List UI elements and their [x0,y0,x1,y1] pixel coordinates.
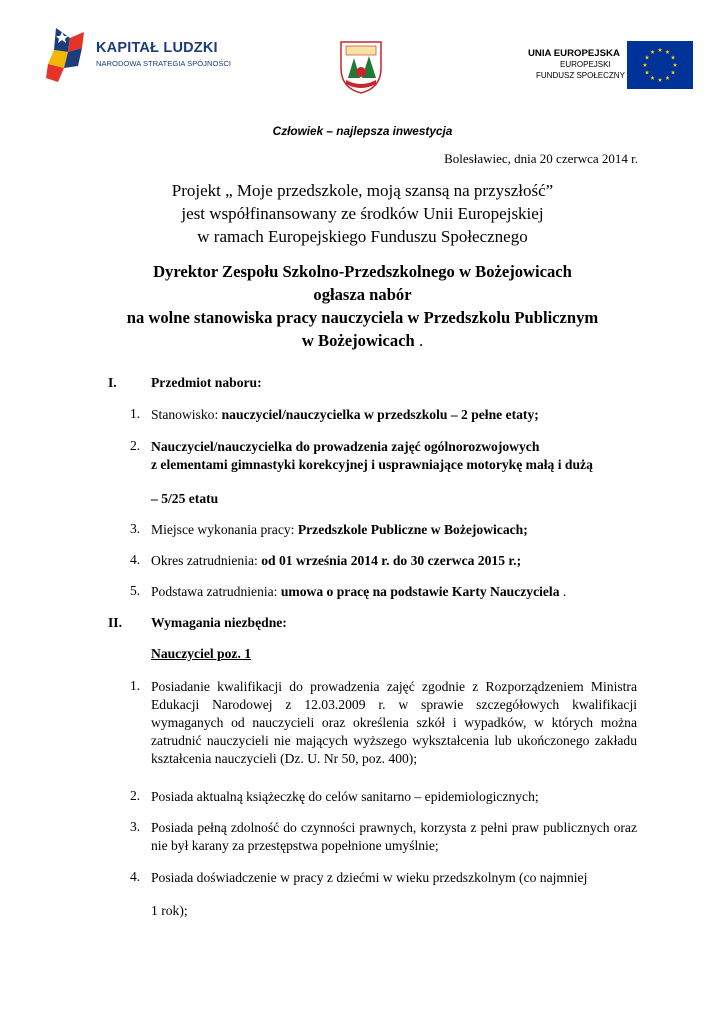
s1-item3: Miejsce wykonania pracy: Przedszkole Publiczne w Bożejowicach; [151,522,528,537]
heading-line-4: w Bożejowicach . [301,331,424,350]
section2-title: Wymagania niezbędne: [151,615,287,630]
s1-item2-line2: z elementami gimnastyki korekcyjnej i usprawniające motorykę małą i dużą [151,457,593,472]
s1-item2-line3: – 5/25 etatu [151,491,219,506]
s1-item1-number: 1. [130,406,141,421]
motto: Człowiek – najlepsza inwestycja [272,124,453,138]
s1-item1: Stanowisko: nauczyciel/nauczycielka w przedszkolu – 2 pełne etaty; [151,407,539,422]
kapital-ludzki-title: KAPITAŁ LUDZKI [96,40,218,56]
section2-subtitle: Nauczyciel poz. 1 [151,646,252,661]
s1-item3-number: 3. [130,521,141,536]
s1-item5: Podstawa zatrudnienia: umowa o pracę na podstawie Karty Nauczyciela . [151,584,567,599]
heading-line-2: ogłasza nabór [313,285,412,304]
s2-item1-number: 1. [130,678,141,693]
date-line: Bolesławiec, dnia 20 czerwca 2014 r. [444,151,638,166]
heading-line-1: Dyrektor Zespołu Szkolno-Przedszkolnego w Bożejowicach [153,262,572,281]
s2-item2: Posiada aktualną książeczkę do celów sanitarno – epidemiologicznych; [151,789,539,804]
s2-item3-number: 3. [130,819,141,834]
s2-item4-number: 4. [130,869,141,884]
s1-item4: Okres zatrudnienia: od 01 września 2014 r. do 30 czerwca 2015 r.; [151,553,522,568]
kapital-ludzki-emblem [46,28,84,82]
eu-flag [627,41,693,89]
s1-item5-number: 5. [130,583,141,598]
s1-item2-line1: Nauczyciel/nauczycielka do prowadzenia zajęć ogólnorozwojowych [151,439,540,454]
s1-item4-number: 4. [130,552,141,567]
heading-line-3: na wolne stanowiska pracy nauczyciela w Przedszkolu Publicznym [126,308,599,327]
eu-label-line3: FUNDUSZ SPOŁECZNY [536,71,625,80]
s2-item2-number: 2. [130,788,141,803]
s2-item4-line1: Posiada doświadczenie w pracy z dziećmi w wieku przedszkolnym (co najmniej [151,870,588,885]
s2-item4-line2: 1 rok); [151,903,188,918]
s2-item3: Posiada pełną zdolność do czynności prawnych, korzysta z pełni praw publicznych oraz nie był karany za przestępstwa popełnione umyślnie; [151,820,637,853]
eu-label-line1: UNIA EUROPEJSKA [528,48,620,59]
section1-title: Przedmiot naboru: [151,375,262,390]
project-line-1: Projekt „ Moje przedszkole, moją szansą na przyszłość” [171,181,554,200]
eu-label-line2: EUROPEJSKI [560,60,611,69]
s1-item2-number: 2. [130,438,141,453]
s2-item1: Posiadanie kwalifikacji do prowadzenia zajęć zgodnie z Rozporządzeniem Ministra Edukacji Narodowej z 12.03.2009 r. w sprawie szczegółowych kwalifikacji wymaganych od nauczycieli oraz określenia szkół i wypadków, w których można zatrudnić nauczycieli nie mających wyższego wykształcenia lub ukończonego zakładu kształcenia nauczycieli (Dz. U. Nr 50, poz. 400); [151,679,637,766]
project-line-3: w ramach Europejskiego Funduszu Społecznego [197,227,528,246]
project-line-2: jest współfinansowany ze środków Unii Europejskiej [181,204,544,223]
gmina-coat-of-arms [338,38,384,94]
section2-number: II. [108,615,122,630]
section1-number: I. [108,375,117,390]
kapital-ludzki-subtitle: NARODOWA STRATEGIA SPÓJNOŚCI [96,59,232,68]
